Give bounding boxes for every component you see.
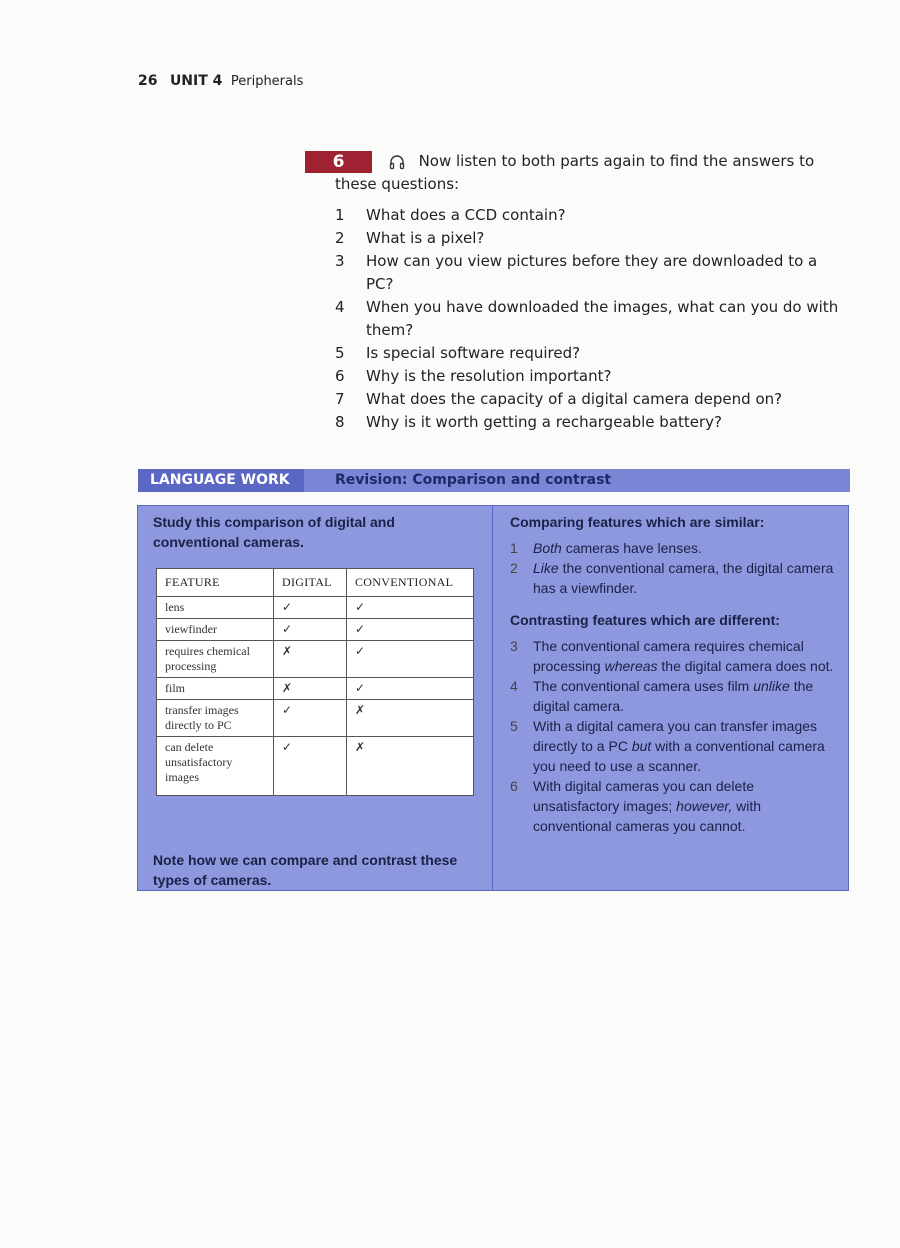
table-row bbox=[157, 737, 474, 796]
list-item: 6 With digital cameras you can delete unsatisfactory images; however, with conventional cameras you cannot. bbox=[510, 778, 762, 834]
table-cell: ✓ bbox=[274, 700, 347, 737]
list-item bbox=[335, 342, 850, 365]
list-item bbox=[335, 388, 850, 411]
question-text: Why is it worth getting a rechargeable battery? bbox=[366, 413, 723, 431]
list-item bbox=[335, 296, 850, 342]
column-divider bbox=[492, 506, 493, 890]
table-header-row bbox=[157, 569, 474, 597]
language-work-box bbox=[137, 505, 849, 891]
comparison-table-column bbox=[153, 512, 483, 888]
table-cell: ✓ bbox=[274, 597, 347, 619]
question-text: What does the capacity of a digital camera depend on? bbox=[366, 390, 783, 408]
similar-heading: Comparing features which are similar: bbox=[510, 514, 765, 530]
table-cell: film bbox=[157, 678, 274, 700]
table-row bbox=[157, 700, 474, 737]
list-item bbox=[335, 365, 850, 388]
different-heading: Contrasting features which are different: bbox=[510, 612, 780, 628]
table-cell: ✗ bbox=[347, 700, 474, 737]
question-number: 2 bbox=[335, 229, 345, 247]
different-list bbox=[510, 636, 840, 836]
table-cell: ✓ bbox=[347, 597, 474, 619]
exercise-6 bbox=[305, 150, 850, 434]
table-row bbox=[157, 597, 474, 619]
comparison-examples-column bbox=[510, 512, 840, 836]
question-list bbox=[335, 204, 850, 434]
table-cell: ✓ bbox=[347, 641, 474, 678]
table-cell: transfer images directly to PC bbox=[157, 700, 274, 737]
exercise-intro: Now listen to both parts again to find the answers to bbox=[418, 152, 815, 170]
question-number: 3 bbox=[335, 252, 345, 270]
table-row bbox=[157, 678, 474, 700]
exercise-intro-cont: these questions: bbox=[335, 175, 460, 193]
unit-label: UNIT 4 bbox=[169, 73, 223, 89]
question-text: What is a pixel? bbox=[366, 229, 485, 247]
note-text: Note how we can compare and contrast these types of cameras. bbox=[153, 852, 458, 888]
table-cell: can delete unsatisfactory images bbox=[157, 737, 274, 796]
question-number: 1 bbox=[335, 206, 345, 224]
table-cell: lens bbox=[157, 597, 274, 619]
exercise-number-badge: 6 bbox=[305, 151, 372, 173]
table-row bbox=[157, 619, 474, 641]
list-item: 4 The conventional camera uses film unlike the digital camera. bbox=[510, 678, 814, 714]
list-item bbox=[335, 204, 850, 227]
list-item bbox=[335, 227, 850, 250]
page-header bbox=[138, 73, 303, 89]
table-header: DIGITAL bbox=[274, 569, 347, 597]
language-work-banner bbox=[138, 469, 850, 492]
page-number: 26 bbox=[138, 73, 158, 89]
similar-list bbox=[510, 538, 840, 598]
table-header: CONVENTIONAL bbox=[347, 569, 474, 597]
study-instruction: Study this comparison of digital and conventional cameras. bbox=[153, 514, 395, 550]
list-item: 5 With a digital camera you can transfer images directly to a PC but with a conventional camera you need to use a scanner. bbox=[510, 718, 825, 774]
list-item bbox=[335, 250, 850, 296]
table-cell: ✓ bbox=[274, 737, 347, 796]
table-cell: ✓ bbox=[347, 678, 474, 700]
list-item: 1 Both cameras have lenses. bbox=[510, 540, 702, 556]
list-item: 2 Like the conventional camera, the digital camera has a viewfinder. bbox=[510, 560, 834, 596]
question-text: When you have downloaded the images, what can you do with them? bbox=[366, 298, 839, 339]
list-item bbox=[335, 411, 850, 434]
question-text: What does a CCD contain? bbox=[366, 206, 566, 224]
table-header: FEATURE bbox=[157, 569, 274, 597]
table-cell: viewfinder bbox=[157, 619, 274, 641]
question-number: 4 bbox=[335, 298, 345, 316]
language-work-title: Revision: Comparison and contrast bbox=[335, 472, 612, 488]
comparison-table bbox=[156, 568, 474, 796]
question-number: 7 bbox=[335, 390, 345, 408]
question-number: 5 bbox=[335, 344, 345, 362]
question-text: How can you view pictures before they are downloaded to a PC? bbox=[366, 252, 818, 293]
question-number: 8 bbox=[335, 413, 345, 431]
table-cell: ✗ bbox=[347, 737, 474, 796]
language-work-label: LANGUAGE WORK bbox=[138, 469, 304, 492]
question-number: 6 bbox=[335, 367, 345, 385]
table-cell: ✓ bbox=[274, 619, 347, 641]
table-cell: ✓ bbox=[347, 619, 474, 641]
table-cell: ✗ bbox=[274, 641, 347, 678]
table-cell: ✗ bbox=[274, 678, 347, 700]
headphone-icon bbox=[389, 154, 405, 170]
question-text: Is special software required? bbox=[366, 344, 581, 362]
table-cell: requires chemical processing bbox=[157, 641, 274, 678]
question-text: Why is the resolution important? bbox=[366, 367, 612, 385]
table-row bbox=[157, 641, 474, 678]
unit-title: Peripherals bbox=[230, 74, 304, 89]
list-item: 3 The conventional camera requires chemical processing whereas the digital camera does not. bbox=[510, 638, 834, 674]
